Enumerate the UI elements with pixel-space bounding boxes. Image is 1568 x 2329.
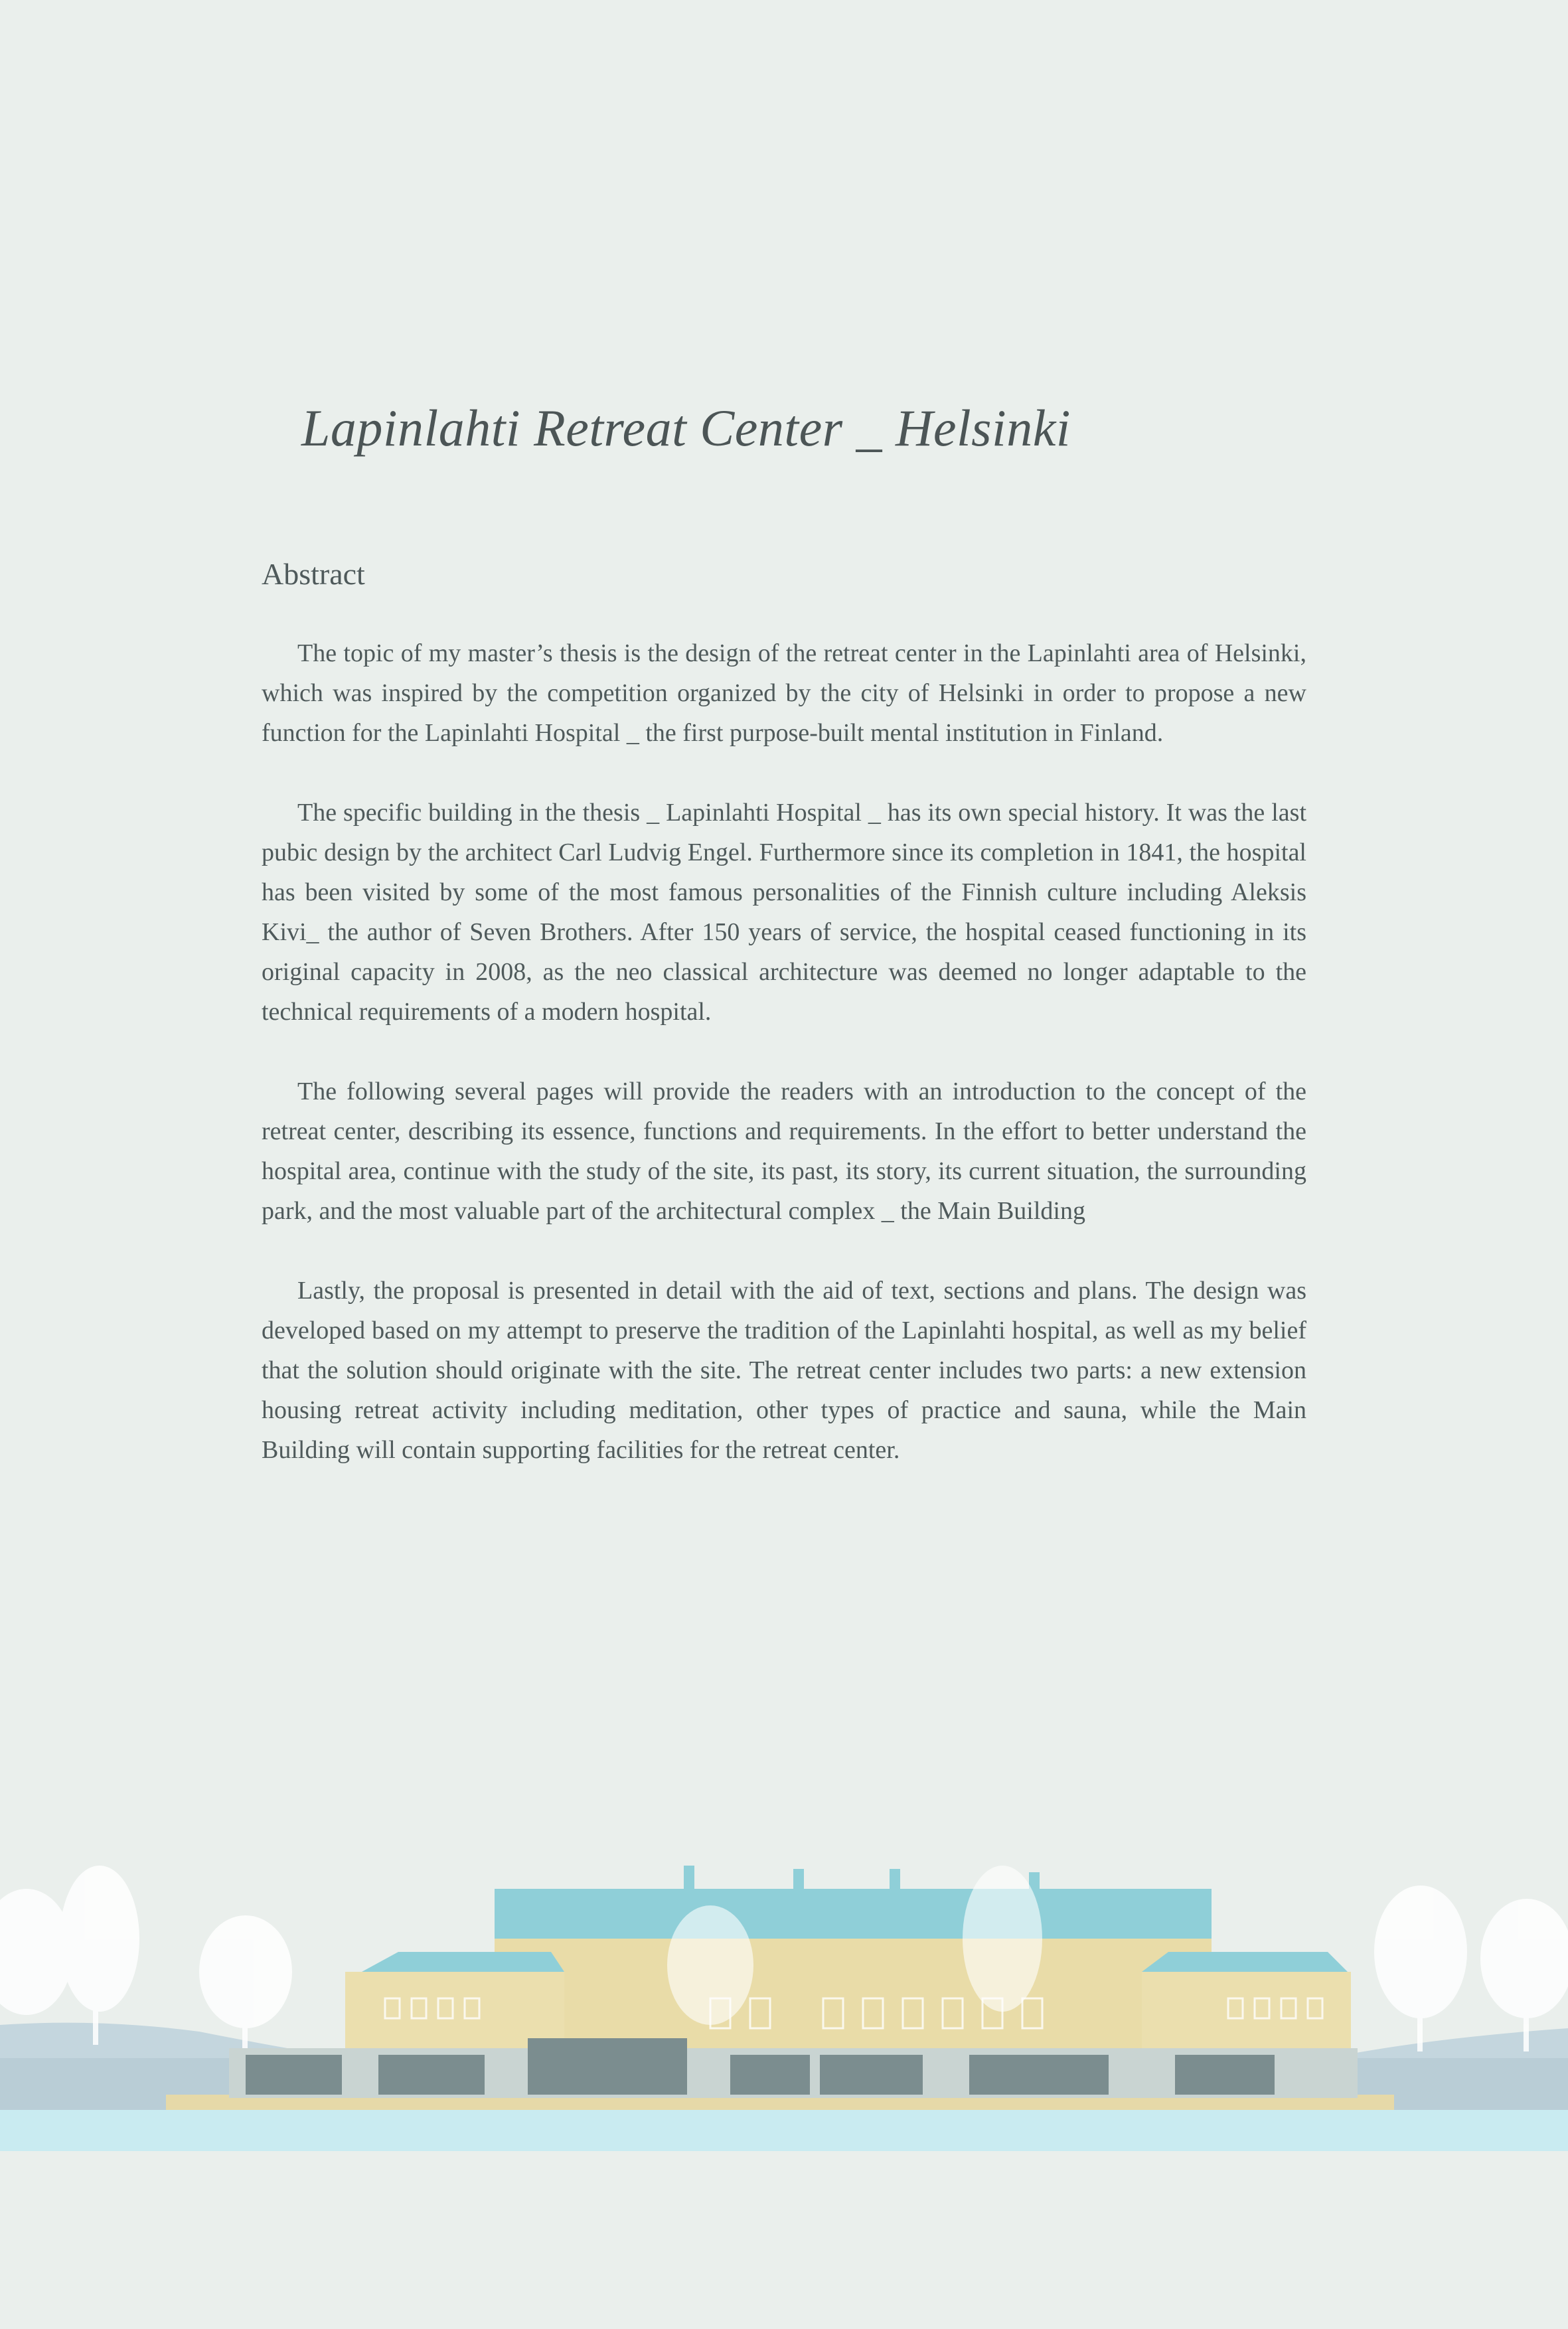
- abstract-paragraph: The topic of my master’s thesis is the design of the retreat center in the Lapinlahti area of Helsinki, which was inspired by the competition organized by the city of Helsinki in order to propose a new function for the Lapinlahti Hospital _ the first purpose-built mental institution in Finland.: [262, 639, 1306, 747]
- abstract-heading: Abstract: [262, 557, 365, 591]
- building-elevation-illustration: [0, 1859, 1568, 2151]
- water-strip: [0, 2110, 1568, 2151]
- abstract-body: [262, 633, 1306, 1510]
- main-roof: [495, 1889, 1212, 1939]
- chimney: [793, 1869, 804, 1892]
- left-wing-roof: [362, 1952, 564, 1972]
- trees-right: [1374, 1886, 1568, 2051]
- right-wing-roof: [1142, 1952, 1348, 1972]
- chimney: [684, 1866, 694, 1892]
- abstract-paragraph: Lastly, the proposal is presented in detail with the aid of text, sections and plans. The design was developed based on my attempt to preserve the tradition of the Lapinlahti hospital, as well as my belief that the solution should originate with the site. The retreat center includes two parts: a new extension housing retreat activity including meditation, other types of practice and sauna, while the Main Building will contain supporting facilities for the retreat center.: [262, 1277, 1306, 1464]
- document-title: Lapinlahti Retreat Center _ Helsinki: [301, 399, 1071, 457]
- chimney: [890, 1869, 900, 1892]
- abstract-paragraph: The following several pages will provide the readers with an introduction to the concept of the retreat center, describing its essence, functions and requirements. In the effort to better understand the hospital area, continue with the study of the site, its past, its story, its current situation, the surrounding park, and the most valuable part of the architectural complex _ the Main Building: [262, 1078, 1306, 1225]
- abstract-paragraph: The specific building in the thesis _ Lapinlahti Hospital _ has its own special history. It was the last pubic design by the architect Carl Ludvig Engel. Furthermore since its completion in 1841, the hospital has been visited by some of the most famous personalities of the Finnish culture including Aleksis Kivi_ the author of Seven Brothers. After 150 years of service, the hospital ceased functioning in its original capacity in 2008, as the neo classical architecture was deemed no longer adaptable to the technical requirements of a modern hospital.: [262, 799, 1306, 1026]
